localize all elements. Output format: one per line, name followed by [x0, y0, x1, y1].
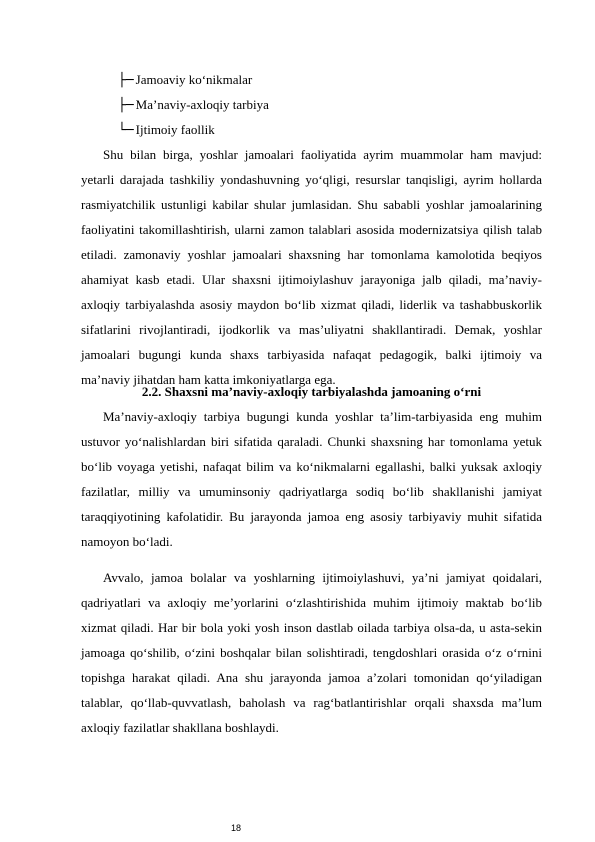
tree-item	[118, 67, 269, 92]
body-paragraph: Avvalo, jamoa bolalar va yoshlarning ijtimoiylashuvi, ya’ni jamiyat qoidalari, qadriyatlari va axloqiy me’yorlarini o‘zlashtirishida muhim ijtimoiy maktab bo‘lib xizmat qiladi. Har bir bola yoki yosh inson dastlab oilada tarbiya olsa-da, u asta-sekin jamoaga qo‘shilib, o‘zini boshqalar bilan solishtiradi, tengdoshlari orasida o‘z o‘rnini topishga harakat qiladi. Ana shu jarayonda jamoa a’zolari tomonidan qo‘yiladigan talablar, qo‘llab-quvvatlash, baholash va rag‘batlantirishlar orqali shaxsda ma’lum axloqiy fazilatlar shakllana boshlaydi.	[81, 570, 542, 735]
page-number: 18	[231, 823, 242, 833]
bullet-tree	[118, 67, 269, 142]
tree-end-branch-icon: └─	[118, 123, 134, 138]
paragraph-block	[81, 404, 542, 554]
tree-item-label: Jamoaviy ko‘nikmalar	[135, 72, 253, 87]
tree-branch-icon: ├─	[118, 73, 134, 88]
paragraph-block	[81, 565, 542, 740]
paragraph-block	[81, 142, 542, 392]
tree-item	[118, 117, 269, 142]
tree-item-label: Ijtimoiy faollik	[135, 122, 215, 137]
tree-item	[118, 92, 269, 117]
body-paragraph: Shu bilan birga, yoshlar jamoalari faoliyatida ayrim muammolar ham mavjud: yetarli darajada tashkiliy yondashuvning yo‘qligi, resurslar tanqisligi, ayrim hollarda rasmiyatchilik ustunligi kabilar shular jumlasidan. Shu sababli yoshlar jamoalarining faoliyatini takomillashtirish, ularni zamon talablari asosida modernizatsiya qilish talab etiladi. zamonaviy yoshlar jamoalari shaxsning har tomonlama kamolotida beqiyos ahamiyat kasb etadi. Ular shaxsni ijtimoiylashuv jarayoniga jalb qiladi, ma’naviy-axloqiy tarbiyalashda asosiy maydon bo‘lib xizmat qiladi, liderlik va tashabbuskorlik sifatlarini rivojlantiradi, ijodkorlik va mas’uliyatni shakllantiradi. Demak, yoshlar jamoalari bugungi kunda shaxs tarbiyasida nafaqat pedagogik, balki ijtimoiy va ma’naviy jihatdan ham katta imkoniyatlarga ega.	[81, 147, 542, 387]
tree-item-label: Ma’naviy-axloqiy tarbiya	[135, 97, 269, 112]
body-paragraph: Ma’naviy-axloqiy tarbiya bugungi kunda yoshlar ta’lim-tarbiyasida eng muhim ustuvor yo‘nalishlardan biri sifatida qaraladi. Chunki shaxsning har tomonlama yetuk bo‘lib voyaga yetishi, nafaqat bilim va ko‘nikmalarni egallashi, balki yuksak axloqiy fazilatlar, milliy va umuminsoniy qadriyatlarga sodiq bo‘lib shakllanishi jamiyat taraqqiyotining kafolatidir. Bu jarayonda jamoa eng asosiy tarbiyaviy muhit sifatida namoyon bo‘ladi.	[81, 409, 542, 549]
section-heading: 2.2. Shaxsni ma’naviy-axloqiy tarbiyalashda jamoaning o‘rni	[141, 384, 482, 399]
tree-branch-icon: ├─	[118, 98, 134, 113]
